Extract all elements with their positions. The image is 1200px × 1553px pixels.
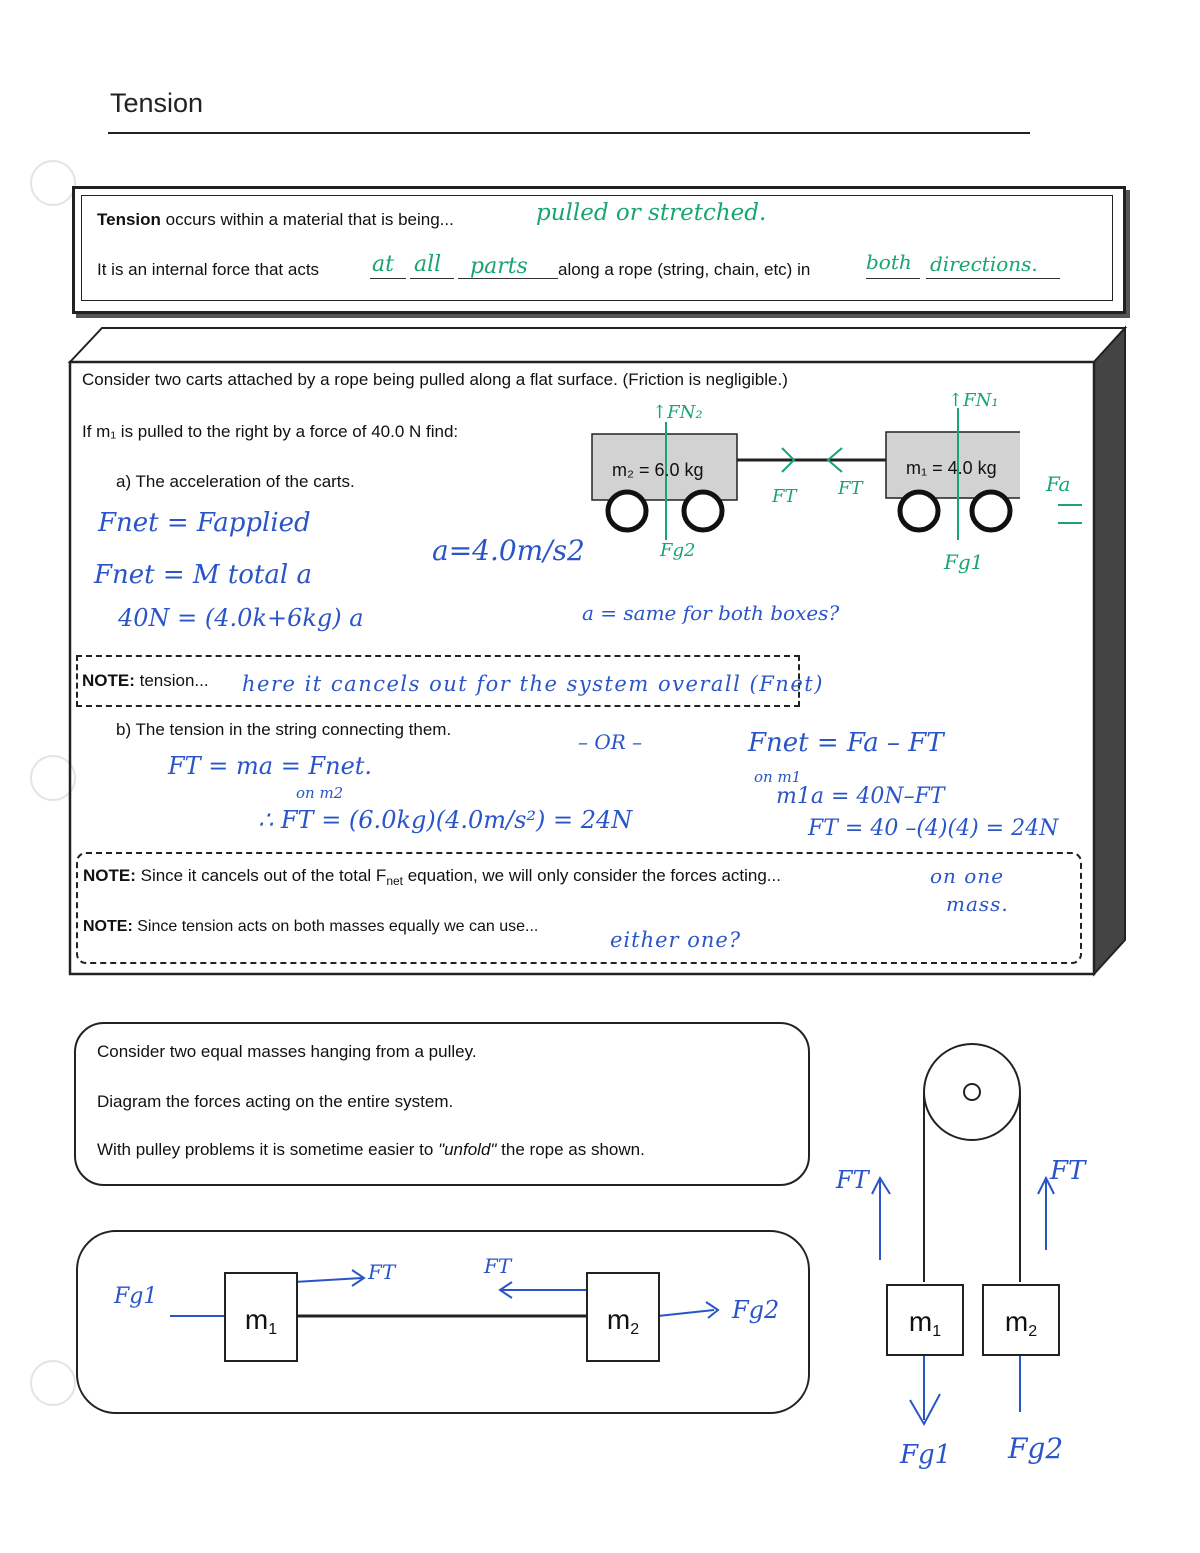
unfold-label-fg2: Fg2 xyxy=(732,1296,780,1324)
answer-both: both xyxy=(866,250,912,274)
work-b-or: – OR – xyxy=(578,730,643,754)
hang-mass-2 xyxy=(982,1284,1060,1356)
pulley-line-3 xyxy=(97,1140,645,1160)
hang-mass-2-label xyxy=(984,1306,1058,1341)
work-a-line-1: Fnet = Fapplied xyxy=(98,508,311,538)
pulley-line-2: Diagram the forces acting on the entire system. xyxy=(97,1092,454,1111)
work-b-alt-1: Fnet = Fa – FT xyxy=(748,728,944,758)
answer-at: at xyxy=(372,252,394,277)
hang-mass-1-label xyxy=(888,1306,962,1341)
label-fg2: Fg2 xyxy=(660,540,696,561)
unfold-label-ft-left: FT xyxy=(484,1254,512,1278)
definition-line-2-start: It is an internal force that acts xyxy=(97,260,320,279)
note-1-text: tension... xyxy=(134,671,209,690)
unfold-mass-1-label xyxy=(226,1304,296,1339)
answer-pulled-stretched: pulled or stretched. xyxy=(536,200,767,226)
note-1 xyxy=(82,671,209,691)
title-underline xyxy=(108,132,1030,134)
fa-marks xyxy=(1058,504,1082,524)
part-b-question: b) The tension in the string connecting them. xyxy=(116,720,452,739)
unfold-m1-letter: m xyxy=(244,1304,269,1335)
note-2 xyxy=(83,866,781,888)
unfold-mass-1 xyxy=(224,1272,298,1362)
cart-1-label: m₁ = 4.0 kg xyxy=(906,458,997,478)
pulley-diagram xyxy=(840,1030,1090,1500)
cart-1-wheel-left xyxy=(900,492,938,530)
cart-2-wheel-right xyxy=(684,492,722,530)
cart-2-label: m₂ = 6.0 kg xyxy=(612,460,704,480)
pulley-line-1: Consider two equal masses hanging from a pulley. xyxy=(97,1042,477,1061)
definition-line-1 xyxy=(97,210,454,230)
note-2-answer-1: on one xyxy=(930,864,1005,888)
definition-line-2-mid: along a rope (string, chain, etc) in xyxy=(558,260,811,279)
note-1-answer: here it cancels out for the system overall (Fnet) xyxy=(242,672,824,696)
hang-m2-letter: m xyxy=(1004,1306,1029,1337)
hang-m1-sub: 1 xyxy=(932,1323,942,1340)
work-a-line-3: 40N = (4.0k+6kg) a xyxy=(118,604,364,632)
pulley-line-3-a: With pulley problems it is sometime easier to xyxy=(97,1140,439,1159)
work-b-line-1: FT = ma = Fnet. xyxy=(168,752,373,780)
cart-2-wheel-left xyxy=(608,492,646,530)
note-3 xyxy=(83,918,538,936)
unfold-label-fg1: Fg1 xyxy=(114,1284,158,1309)
blank-2 xyxy=(410,278,454,279)
unfold-m2-sub: 2 xyxy=(630,1321,640,1338)
work-b-line-2: ∴ FT = (6.0kg)(4.0m/s²) = 24N xyxy=(258,806,633,834)
note-2-label: NOTE: xyxy=(83,866,136,885)
work-b-line-1-sub: on m2 xyxy=(296,784,344,802)
note-3-answer: either one? xyxy=(610,928,742,952)
binder-hole-bottom xyxy=(30,1360,76,1406)
part-a-question: a) The acceleration of the carts. xyxy=(116,472,355,491)
carts-intro: Consider two carts attached by a rope being pulled along a flat surface. (Friction is negligible.) xyxy=(82,370,788,389)
unfold-mass-2-label xyxy=(588,1304,658,1339)
hang-label-fg2: Fg2 xyxy=(1008,1432,1064,1465)
answer-all: all xyxy=(414,252,442,277)
term-tension: Tension xyxy=(97,210,161,229)
pulley-axle xyxy=(964,1084,980,1100)
answer-parts: parts xyxy=(470,254,528,279)
label-fg1: Fg1 xyxy=(944,550,984,574)
hang-label-fg1: Fg1 xyxy=(900,1440,952,1470)
hang-mass-1 xyxy=(886,1284,964,1356)
hang-label-ft-left: FT xyxy=(836,1166,869,1194)
unfold-m1-sub: 1 xyxy=(268,1321,278,1338)
hang-m2-sub: 2 xyxy=(1028,1323,1038,1340)
definition-text-1: occurs within a material that is being... xyxy=(160,210,454,229)
note-2-answer-2: mass. xyxy=(946,892,1009,916)
unfold-diagram-lines xyxy=(100,1260,800,1380)
label-ft-left: FT xyxy=(772,486,797,507)
answer-directions: directions. xyxy=(930,252,1038,276)
acceleration-note: a = same for both boxes? xyxy=(582,601,840,625)
label-fa: Fa xyxy=(1046,472,1071,496)
unfold-mass-2 xyxy=(586,1272,660,1362)
hang-label-ft-right: FT xyxy=(1050,1156,1086,1186)
page-title: Tension xyxy=(110,88,204,118)
note-3-label: NOTE: xyxy=(83,918,133,935)
note-1-label: NOTE: xyxy=(82,671,135,690)
label-ft-right: FT xyxy=(838,478,863,499)
note-2-text: Since it cancels out of the total F xyxy=(135,866,387,885)
note-3-text: Since tension acts on both masses equally we can use... xyxy=(132,918,539,935)
label-fn1: ↑FN₁ xyxy=(948,390,999,411)
label-fn2: ↑FN₂ xyxy=(652,402,703,423)
carts-given: If m₁ is pulled to the right by a force of 40.0 N find: xyxy=(82,422,459,441)
unfold-m2-letter: m xyxy=(606,1304,631,1335)
pulley-line-3-b: the rope as shown. xyxy=(496,1140,645,1159)
acceleration-answer: a=4.0m/s2 xyxy=(432,534,585,567)
hang-m1-letter: m xyxy=(908,1306,933,1337)
work-b-alt-3: FT = 40 –(4)(4) = 24N xyxy=(808,816,1059,841)
work-b-alt-1-sub: on m1 xyxy=(754,768,802,786)
blank-5 xyxy=(926,278,1060,279)
unfold-label-ft-right: FT xyxy=(368,1260,396,1284)
cart-1-wheel-right xyxy=(972,492,1010,530)
blank-4 xyxy=(866,278,920,279)
work-b-alt-2: m1a = 40N–FT xyxy=(776,784,945,809)
binder-hole-top xyxy=(30,160,76,206)
note-2-sub: net xyxy=(386,874,403,888)
note-2-text-2: equation, we will only consider the forces acting... xyxy=(403,866,781,885)
work-a-line-2: Fnet = M total a xyxy=(94,560,312,590)
blank-1 xyxy=(370,278,406,279)
pulley-line-3-em: "unfold" xyxy=(438,1140,497,1159)
